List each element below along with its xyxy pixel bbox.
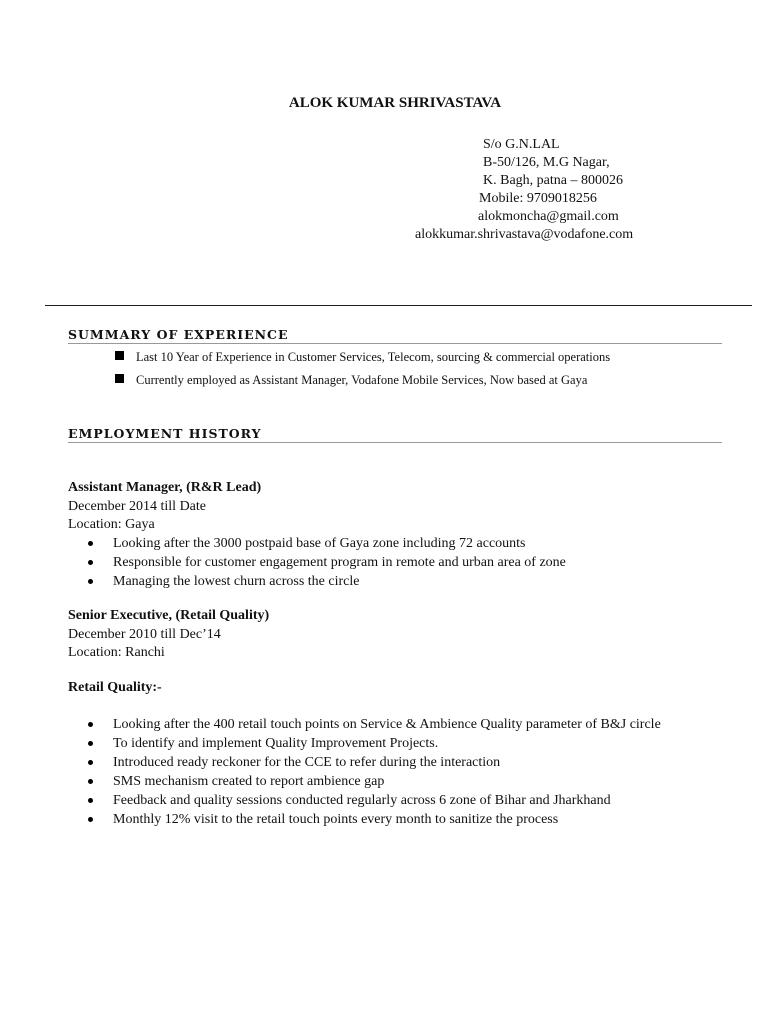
retail-bullet — [88, 791, 748, 810]
square-bullet-icon — [115, 351, 124, 360]
summary-item — [115, 371, 735, 394]
retail-bullet — [88, 810, 748, 829]
contact-address-line-1: B-50/126, M.G Nagar, — [483, 155, 610, 170]
job-period: December 2014 till Date — [68, 498, 207, 514]
header-divider — [45, 305, 752, 306]
contact-block — [415, 136, 735, 244]
job-bullet-list — [88, 534, 748, 591]
bullet-dot-icon — [88, 760, 93, 765]
job-bullet — [88, 534, 748, 553]
job-role: Senior Executive, (Retail Quality) — [68, 608, 270, 623]
retail-bullet — [88, 734, 748, 753]
job-entry — [68, 479, 728, 535]
summary-section-title: SUMMARY OF EXPERIENCE — [68, 327, 722, 344]
job-location: Location: Ranchi — [68, 645, 165, 660]
job-period: December 2010 till Dec’14 — [68, 626, 221, 642]
job-bullet-text: Looking after the 3000 postpaid base of Gaya zone including 72 accounts — [113, 536, 526, 551]
contact-email-work: alokkumar.shrivastava@vodafone.com — [415, 227, 634, 242]
retail-quality-block — [68, 679, 728, 698]
retail-bullet-text: Monthly 12% visit to the retail touch points every month to sanitize the process — [113, 812, 559, 827]
bullet-dot-icon — [88, 817, 93, 822]
bullet-dot-icon — [88, 798, 93, 803]
job-bullet-text: Managing the lowest churn across the circle — [113, 574, 360, 589]
contact-mobile: Mobile: 9709018256 — [479, 191, 597, 206]
bullet-dot-icon — [88, 722, 93, 727]
bullet-dot-icon — [88, 741, 93, 746]
retail-quality-heading: Retail Quality:- — [68, 680, 162, 695]
retail-bullet-text: Feedback and quality sessions conducted regularly across 6 zone of Bihar and Jharkhand — [113, 793, 611, 808]
retail-bullet-text: Looking after the 400 retail touch points on Service & Ambience Quality parameter of B&J circle — [113, 717, 661, 732]
square-bullet-icon — [115, 374, 124, 383]
contact-email-personal: alokmoncha@gmail.com — [478, 209, 619, 224]
job-location: Location: Gaya — [68, 517, 155, 532]
employment-section-title: EMPLOYMENT HISTORY — [68, 426, 722, 443]
job-bullet — [88, 572, 748, 591]
bullet-dot-icon — [88, 579, 93, 584]
candidate-name: ALOK KUMAR SHRIVASTAVA — [288, 95, 502, 111]
bullet-dot-icon — [88, 541, 93, 546]
summary-item-text: Last 10 Year of Experience in Customer Services, Telecom, sourcing & commercial operations — [136, 350, 611, 364]
summary-item-text: Currently employed as Assistant Manager, Vodafone Mobile Services, Now based at Gaya — [136, 373, 588, 387]
retail-bullet-text: To identify and implement Quality Improvement Projects. — [113, 736, 439, 751]
contact-parent: S/o G.N.LAL — [483, 137, 560, 152]
retail-quality-bullet-list — [88, 715, 748, 829]
retail-bullet — [88, 772, 748, 791]
contact-address-line-2: K. Bagh, patna – 800026 — [483, 173, 623, 188]
job-role: Assistant Manager, (R&R Lead) — [68, 480, 262, 495]
retail-bullet — [88, 753, 748, 772]
retail-bullet — [88, 715, 748, 734]
job-bullet-text: Responsible for customer engagement program in remote and urban area of zone — [113, 555, 566, 570]
bullet-dot-icon — [88, 779, 93, 784]
summary-item — [115, 348, 735, 371]
retail-bullet-text: SMS mechanism created to report ambience gap — [113, 774, 385, 789]
summary-list — [115, 348, 735, 394]
job-bullet — [88, 553, 748, 572]
bullet-dot-icon — [88, 560, 93, 565]
retail-bullet-text: Introduced ready reckoner for the CCE to refer during the interaction — [113, 755, 501, 770]
job-entry — [68, 607, 728, 663]
